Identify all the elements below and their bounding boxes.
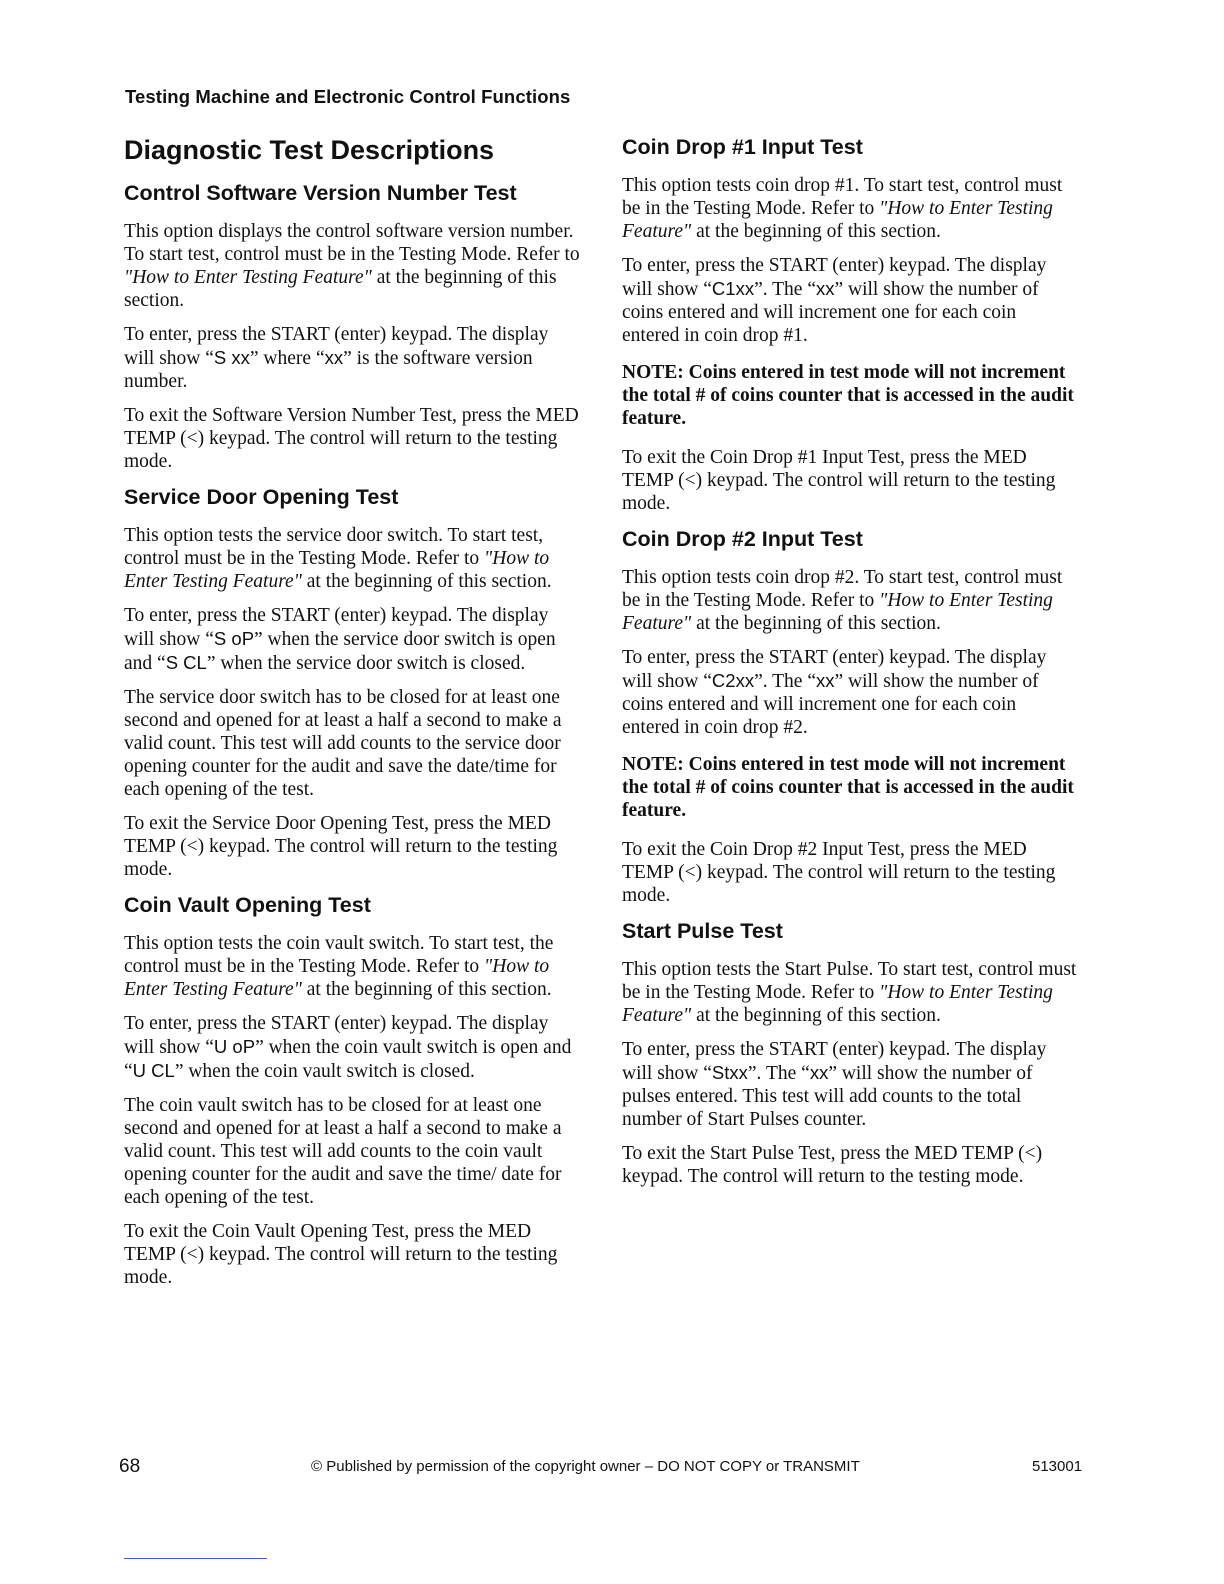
text: at the beginning of this section. — [691, 1005, 941, 1026]
display-code: U CL — [132, 1060, 175, 1081]
software-version-exit: To exit the Software Version Number Test, press the MED TEMP (<) keypad. The control will return to the testing mode. — [124, 405, 579, 472]
text: ” when the service door switch is open and “ — [124, 629, 556, 674]
page-number: 68 — [119, 1456, 141, 1477]
cross-reference: "How to Enter Testing Feature" — [124, 548, 550, 592]
text: ” will show the number of pulses entered. This test will add counts to the total number of Start Pulses counter. — [622, 1063, 1033, 1130]
software-version-section — [124, 180, 580, 473]
coin-vault-enter — [124, 1012, 580, 1083]
coin-drop-2-enter — [622, 646, 1078, 739]
start-pulse-enter — [622, 1038, 1078, 1131]
text: This option displays the control software version number. To start test, control must be in the Testing Mode. Refer to — [124, 221, 580, 265]
start-pulse-intro — [622, 958, 1078, 1027]
display-code: Stxx — [711, 1062, 748, 1083]
text: This option tests the coin vault switch. To start test, the control must be in the Testing Mode. Refer to — [124, 933, 554, 977]
display-code: S CL — [165, 652, 207, 673]
display-code: xx — [324, 347, 344, 368]
coin-drop-1-section — [622, 134, 1078, 515]
text: To enter, press the START (enter) keypad. The display will show “ — [124, 1013, 549, 1058]
footnote-rule — [124, 1558, 267, 1559]
start-pulse-heading: Start Pulse Test — [622, 919, 783, 943]
text: This option tests the service door switch. To start test, control must be in the Testing Mode. Refer to — [124, 525, 544, 569]
cross-reference: "How to Enter Testing Feature" — [124, 267, 372, 288]
text: ” will show the number of coins entered and will increment one for each coin entered in coin drop #1. — [622, 279, 1039, 346]
coin-drop-2-exit: To exit the Coin Drop #2 Input Test, press the MED TEMP (<) keypad. The control will return to the testing mode. — [622, 839, 1056, 906]
text: ”. The “ — [754, 671, 816, 692]
text: at the beginning of this section. — [301, 979, 552, 1000]
display-code: xx — [815, 670, 835, 691]
service-door-enter — [124, 604, 580, 675]
text: at the beginning of this section. — [691, 221, 941, 242]
text: To enter, press the START (enter) keypad. The display will show “ — [622, 255, 1047, 300]
coin-vault-intro — [124, 932, 580, 1001]
text: at the beginning of this section. — [301, 571, 552, 592]
display-code: C1xx — [711, 278, 755, 299]
running-header: Testing Machine and Electronic Control Functions — [125, 86, 571, 107]
cross-reference: "How to Enter Testing Feature" — [622, 590, 1053, 634]
text: To enter, press the START (enter) keypad. The display will show “ — [124, 324, 549, 369]
coin-drop-1-note: NOTE: Coins entered in test mode will not increment the total # of coins counter that is accessed in the audit feature. — [622, 362, 1074, 429]
display-code: S oP — [213, 628, 255, 649]
service-door-heading: Service Door Opening Test — [124, 485, 399, 509]
coin-vault-section — [124, 892, 580, 1289]
coin-vault-heading: Coin Vault Opening Test — [124, 893, 371, 917]
text: at the beginning of this section. — [691, 613, 941, 634]
text: ” where “ — [249, 348, 325, 369]
text: This option tests the Start Pulse. To start test, control must be in the Testing Mode. Refer to — [622, 959, 1077, 1003]
software-version-heading: Control Software Version Number Test — [124, 181, 517, 205]
text: This option tests coin drop #1. To start test, control must be in the Testing Mode. Refer to — [622, 175, 1063, 219]
text: To enter, press the START (enter) keypad. The display will show “ — [622, 647, 1047, 692]
service-door-exit: To exit the Service Door Opening Test, press the MED TEMP (<) keypad. The control will return to the testing mode. — [124, 813, 558, 880]
start-pulse-section — [622, 918, 1078, 1188]
text: ” when the service door switch is closed. — [206, 653, 526, 674]
service-door-intro — [124, 524, 580, 593]
text: ” when the coin vault switch is open and “ — [124, 1037, 572, 1082]
coin-drop-2-section — [622, 526, 1078, 907]
text: This option tests coin drop #2. To start test, control must be in the Testing Mode. Refer to — [622, 567, 1063, 611]
text: To enter, press the START (enter) keypad. The display will show “ — [622, 1039, 1047, 1084]
cross-reference: "How to Enter Testing Feature" — [622, 982, 1053, 1026]
text: ” is the software version number. — [124, 348, 533, 392]
text: at the beginning of this section. — [124, 267, 557, 311]
left-column — [124, 134, 580, 1300]
page-footer — [0, 1456, 1224, 1480]
coin-drop-1-enter — [622, 254, 1078, 347]
display-code: xx — [815, 278, 835, 299]
display-code: xx — [809, 1062, 829, 1083]
software-version-intro — [124, 220, 580, 312]
cross-reference: "How to Enter Testing Feature" — [124, 956, 550, 1000]
coin-vault-count-rules: The coin vault switch has to be closed for at least one second and opened for at least a half a second to make a valid count. This test will add counts to the coin vault opening counter for the audit and save the time/ date for each opening of the test. — [124, 1095, 562, 1208]
text: ”. The “ — [754, 279, 816, 300]
coin-drop-2-heading: Coin Drop #2 Input Test — [622, 527, 863, 551]
coin-drop-1-intro — [622, 174, 1078, 243]
start-pulse-exit: To exit the Start Pulse Test, press the MED TEMP (<) keypad. The control will return to the testing mode. — [622, 1143, 1043, 1187]
text: ” will show the number of coins entered and will increment one for each coin entered in coin drop #2. — [622, 671, 1039, 738]
copyright-notice: © Published by permission of the copyright owner – DO NOT COPY or TRANSMIT — [311, 1458, 860, 1475]
display-code: S xx — [213, 347, 250, 368]
software-version-enter — [124, 323, 580, 393]
service-door-count-rules: The service door switch has to be closed for at least one second and opened for at least a half a second to make a valid count. This test will add counts to the service door opening counter for the audit and save the date/time for each opening of the test. — [124, 687, 562, 800]
coin-drop-1-exit: To exit the Coin Drop #1 Input Test, press the MED TEMP (<) keypad. The control will return to the testing mode. — [622, 447, 1056, 514]
text: ” when the coin vault switch is closed. — [174, 1061, 475, 1082]
coin-drop-1-heading: Coin Drop #1 Input Test — [622, 135, 863, 159]
text: To enter, press the START (enter) keypad. The display will show “ — [124, 605, 549, 650]
text: ”. The “ — [747, 1063, 810, 1084]
right-column — [622, 134, 1078, 1199]
document-number: 513001 — [1032, 1458, 1083, 1475]
coin-vault-exit: To exit the Coin Vault Opening Test, press the MED TEMP (<) keypad. The control will return to the testing mode. — [124, 1221, 558, 1288]
service-door-section — [124, 484, 580, 881]
cross-reference: "How to Enter Testing Feature" — [622, 198, 1053, 242]
coin-drop-2-note: NOTE: Coins entered in test mode will not increment the total # of coins counter that is accessed in the audit feature. — [622, 754, 1074, 821]
page-title: Diagnostic Test Descriptions — [124, 135, 495, 165]
coin-drop-2-intro — [622, 566, 1078, 635]
display-code: U oP — [213, 1036, 256, 1057]
display-code: C2xx — [711, 670, 755, 691]
